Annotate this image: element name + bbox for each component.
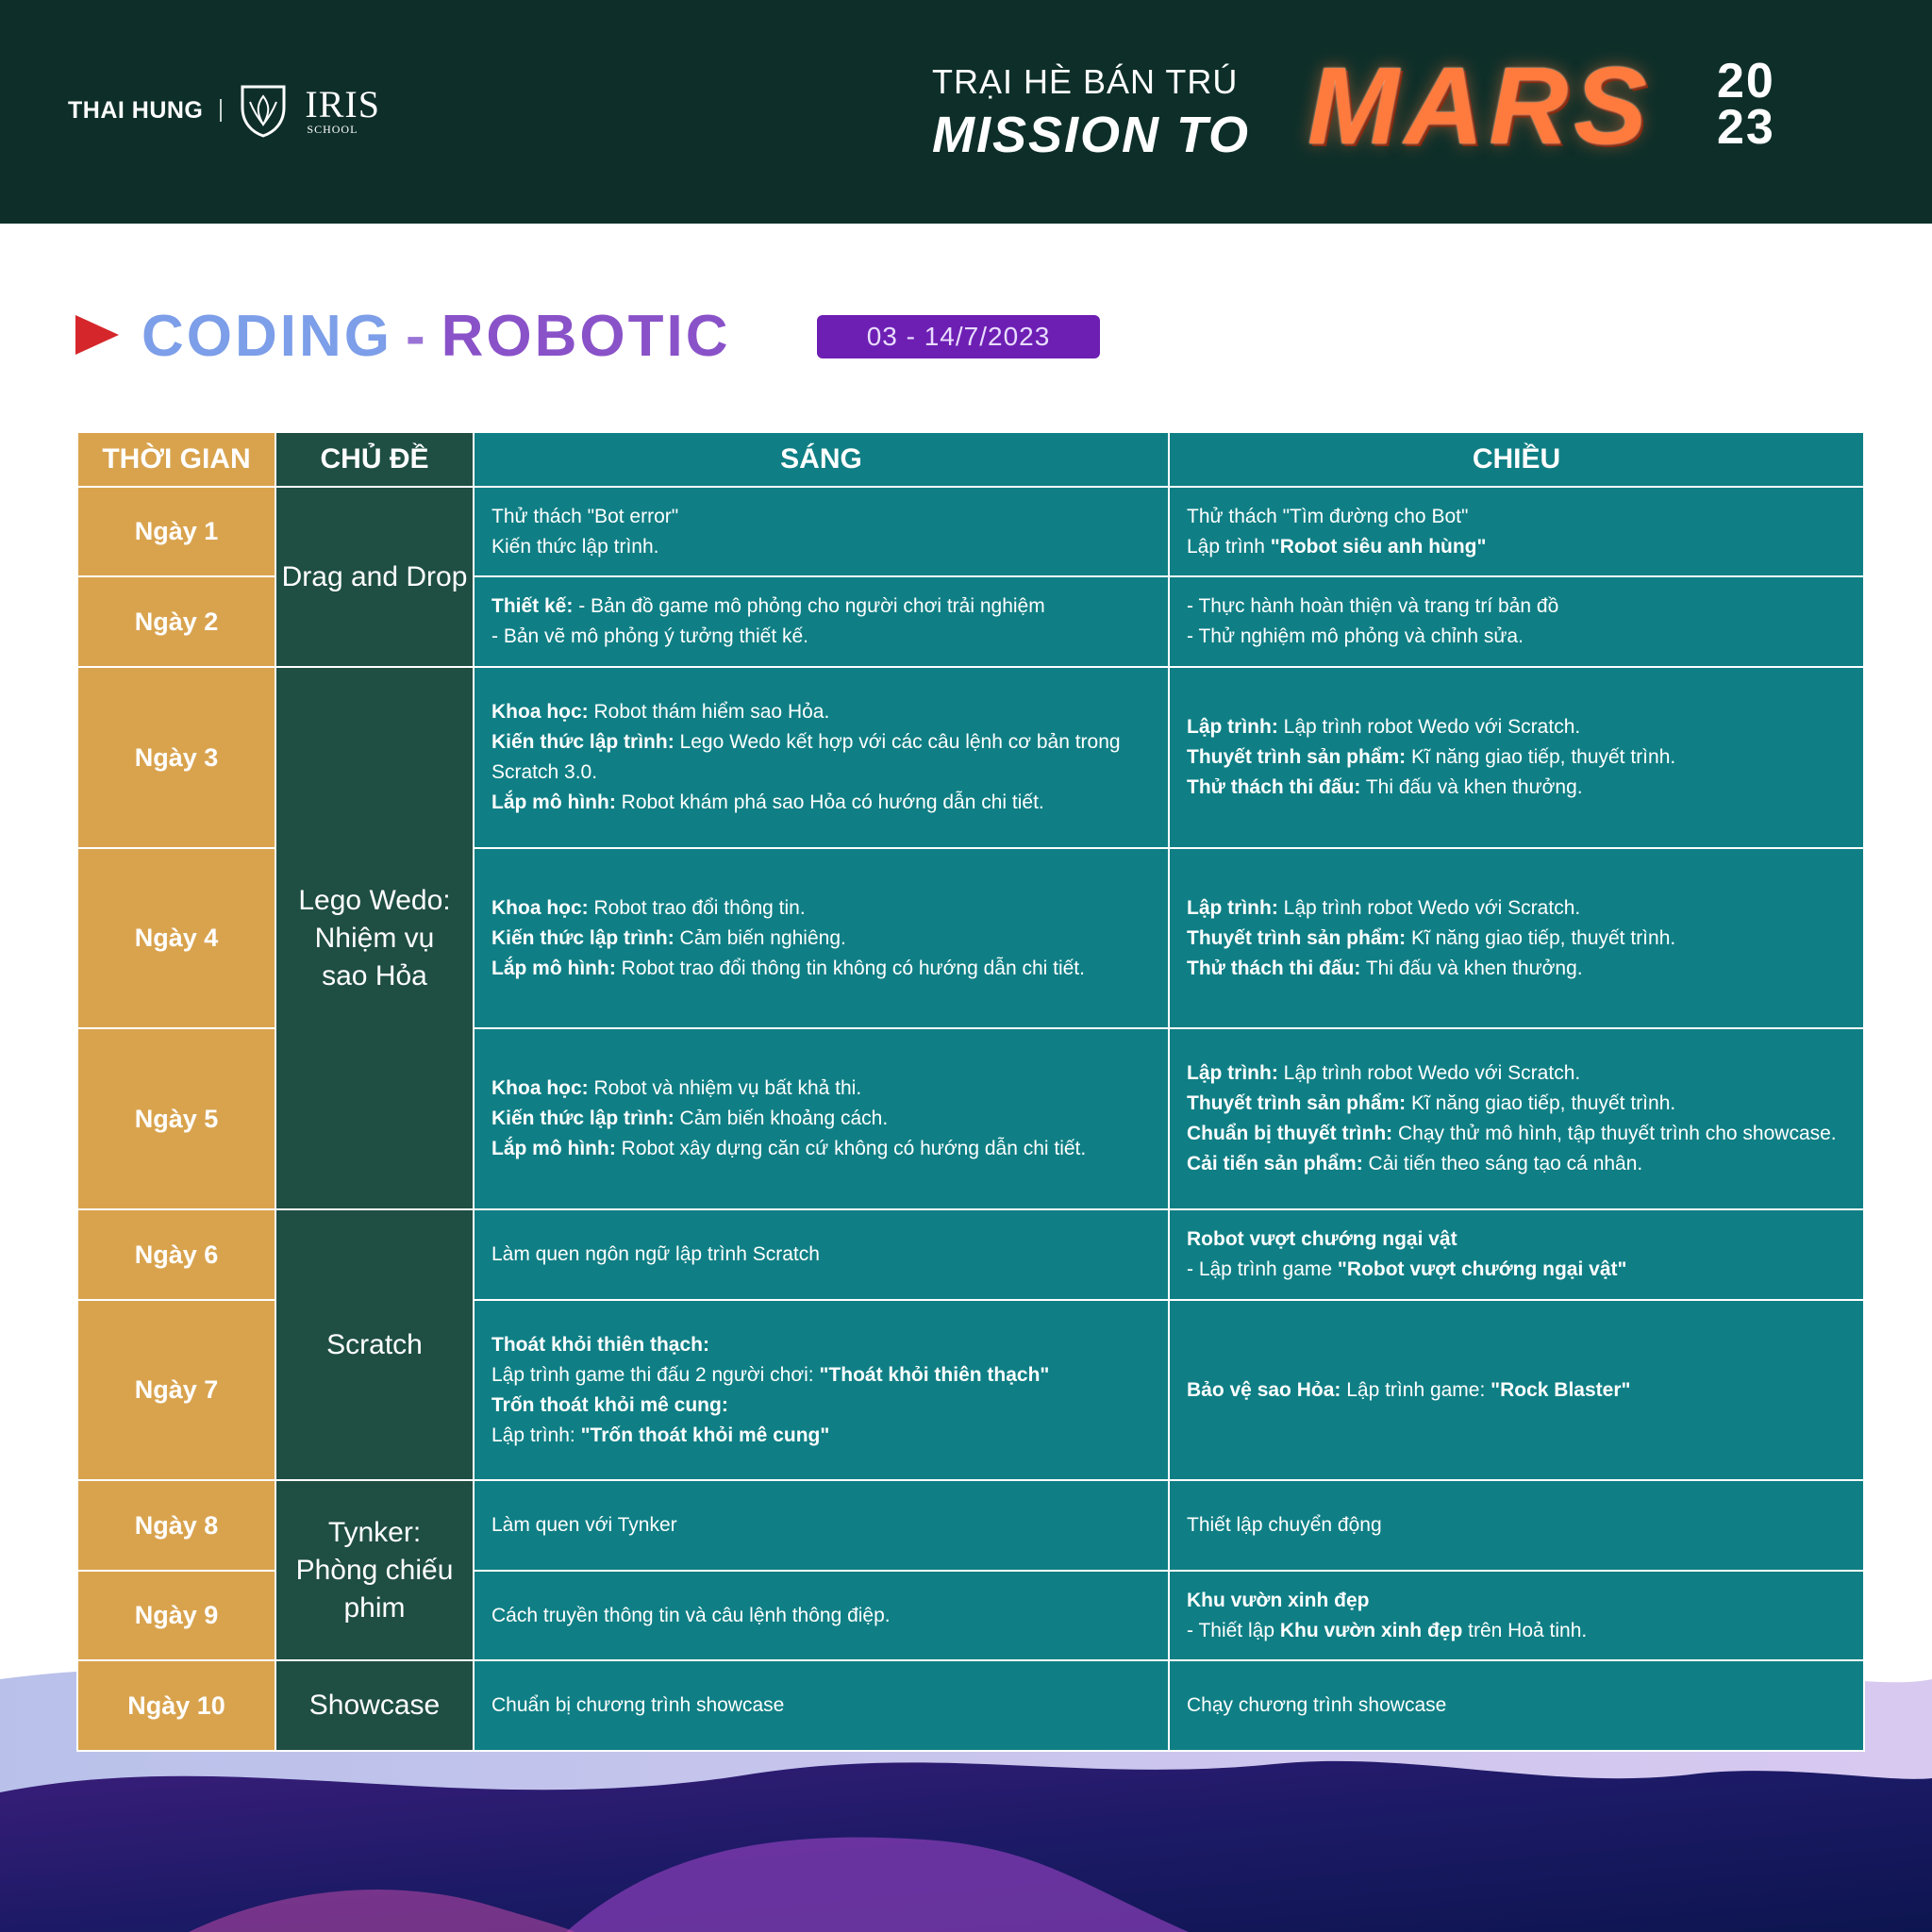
activity-bold: Bảo vệ sao Hỏa: bbox=[1187, 1378, 1341, 1401]
morning-cell bbox=[474, 1660, 1169, 1751]
activity-line bbox=[491, 727, 1155, 788]
activity-bold: Lập trình: bbox=[1187, 716, 1278, 738]
activity-text: - Bản đồ game mô phỏng cho người chơi trải nghiệm bbox=[573, 595, 1045, 617]
afternoon-cell bbox=[1169, 1028, 1864, 1209]
activity-line bbox=[491, 1104, 1155, 1134]
activity-line bbox=[1187, 532, 1850, 562]
title-robotic: ROBOTIC bbox=[441, 304, 731, 369]
activity-bold: "Rock Blaster" bbox=[1491, 1378, 1631, 1401]
activity-bold: Chuẩn bị thuyết trình: bbox=[1187, 1123, 1393, 1144]
day-cell: Ngày 8 bbox=[77, 1480, 275, 1571]
iris-logo-text bbox=[305, 83, 380, 136]
activity-line bbox=[1187, 742, 1850, 773]
activity-text: Robot thám hiểm sao Hỏa. bbox=[588, 701, 830, 723]
activity-text: Lập trình game: bbox=[1341, 1378, 1491, 1401]
day-cell: Ngày 4 bbox=[77, 848, 275, 1028]
iris-shield-icon bbox=[239, 83, 288, 138]
activity-bold: Thuyết trình sản phẩm: bbox=[1187, 746, 1407, 768]
activity-text: Robot và nhiệm vụ bất khả thi. bbox=[588, 1077, 862, 1099]
activity-line bbox=[1187, 1586, 1850, 1616]
date-badge: 03 - 14/7/2023 bbox=[817, 315, 1100, 358]
activity-text: Robot khám phá sao Hỏa có hướng dẫn chi tiết. bbox=[615, 791, 1044, 813]
activity-text: Cảm biến khoảng cách. bbox=[674, 1108, 889, 1129]
schedule-table bbox=[76, 431, 1865, 1752]
activity-text: Lập trình robot Wedo với Scratch. bbox=[1277, 896, 1581, 919]
activity-line bbox=[491, 1134, 1155, 1164]
activity-line bbox=[491, 1391, 1155, 1421]
activity-line bbox=[1187, 924, 1850, 954]
topic-cell: Showcase bbox=[275, 1660, 474, 1751]
activity-bold: "Robot vượt chướng ngại vật" bbox=[1337, 1258, 1627, 1280]
table-row bbox=[77, 487, 1864, 576]
activity-line bbox=[1187, 1224, 1850, 1255]
activity-text: Cảm biến nghiêng. bbox=[674, 926, 846, 949]
afternoon-cell bbox=[1169, 667, 1864, 848]
topic-lego: Lego Wedo: Nhiệm vụ sao Hỏa bbox=[298, 884, 451, 991]
activity-text: Lập trình game thi đấu 2 người chơi: bbox=[491, 1363, 820, 1386]
activity-line bbox=[491, 591, 1155, 622]
table-row bbox=[77, 1660, 1864, 1751]
activity-text: - Lập trình game bbox=[1187, 1258, 1338, 1280]
day-cell: Ngày 2 bbox=[77, 576, 275, 667]
afternoon-cell bbox=[1169, 1571, 1864, 1660]
activity-bold: Thoát khỏi thiên thạch: bbox=[491, 1333, 709, 1356]
activity-line: - Bản vẽ mô phỏng ý tưởng thiết kế. bbox=[491, 625, 809, 647]
morning-cell bbox=[474, 1480, 1169, 1571]
activity-text: Kĩ năng giao tiếp, thuyết trình. bbox=[1406, 926, 1676, 949]
activity-bold: Lắp mô hình: bbox=[491, 957, 616, 979]
table-row bbox=[77, 667, 1864, 848]
table-row bbox=[77, 1480, 1864, 1571]
activity-bold: Thuyết trình sản phẩm: bbox=[1187, 1092, 1407, 1114]
activity-line bbox=[491, 893, 1155, 924]
activity-bold: Kiến thức lập trình: bbox=[491, 926, 675, 949]
activity-line: Làm quen ngôn ngữ lập trình Scratch bbox=[491, 1243, 820, 1265]
activity-bold: Khoa học: bbox=[491, 1077, 589, 1099]
activity-text: Cải tiến theo sáng tạo cá nhân. bbox=[1362, 1153, 1643, 1174]
morning-cell bbox=[474, 1300, 1169, 1480]
camp-subtitle: TRẠI HÈ BÁN TRÚ bbox=[932, 62, 1239, 101]
header-banner bbox=[0, 0, 1932, 224]
activity-line: Chuẩn bị chương trình showcase bbox=[491, 1694, 785, 1716]
topic-cell bbox=[275, 1480, 474, 1660]
activity-bold: Lắp mô hình: bbox=[491, 1138, 616, 1159]
activity-line: Thử thách "Bot error" bbox=[491, 505, 679, 527]
header-morning: SÁNG bbox=[474, 432, 1169, 487]
activity-line: Thiết lập chuyển động bbox=[1187, 1514, 1382, 1536]
activity-line: Làm quen với Tynker bbox=[491, 1514, 677, 1536]
day-cell: Ngày 9 bbox=[77, 1571, 275, 1660]
table-header-row bbox=[77, 432, 1864, 487]
brand-iris-name: IRIS bbox=[305, 83, 380, 125]
activity-bold: Khu vườn xinh đẹp bbox=[1279, 1619, 1463, 1641]
activity-line: - Thử nghiệm mô phỏng và chỉnh sửa. bbox=[1187, 625, 1524, 647]
activity-text: Thi đấu và khen thưởng. bbox=[1360, 957, 1583, 979]
morning-cell bbox=[474, 667, 1169, 848]
year-bottom: 23 bbox=[1717, 100, 1775, 156]
header-time: THỜI GIAN bbox=[77, 432, 275, 487]
afternoon-cell bbox=[1169, 576, 1864, 667]
section-title bbox=[142, 304, 731, 370]
activity-line bbox=[1187, 1255, 1850, 1285]
afternoon-cell bbox=[1169, 1209, 1864, 1300]
activity-line bbox=[491, 1360, 1155, 1391]
morning-cell bbox=[474, 487, 1169, 576]
activity-text: Kĩ năng giao tiếp, thuyết trình. bbox=[1406, 1092, 1676, 1114]
table-row bbox=[77, 1209, 1864, 1300]
activity-bold: Khoa học: bbox=[491, 701, 589, 723]
activity-line bbox=[491, 1421, 1155, 1451]
activity-line bbox=[1187, 1058, 1850, 1089]
morning-cell bbox=[474, 1028, 1169, 1209]
activity-text: - Thiết lập bbox=[1187, 1619, 1280, 1641]
topic-tynker: Tynker: Phòng chiếu phim bbox=[295, 1516, 454, 1624]
school-brand bbox=[68, 83, 380, 138]
brand-divider bbox=[220, 99, 222, 122]
activity-bold: Lắp mô hình: bbox=[491, 791, 616, 813]
activity-line: Kiến thức lập trình. bbox=[491, 535, 659, 558]
activity-bold: Thử thách thi đấu: bbox=[1187, 776, 1361, 798]
activity-line: Thử thách "Tìm đường cho Bot" bbox=[1187, 505, 1469, 527]
camp-year bbox=[1717, 54, 1775, 156]
activity-bold: "Thoát khỏi thiên thạch" bbox=[819, 1363, 1050, 1386]
year-top: 20 bbox=[1717, 54, 1775, 108]
activity-text: Lego Wedo kết hợp với các câu lệnh cơ bản trong Scratch 3.0. bbox=[491, 731, 1121, 783]
activity-bold: Robot vượt chướng ngại vật bbox=[1187, 1228, 1457, 1250]
activity-text: Lập trình robot Wedo với Scratch. bbox=[1277, 716, 1581, 738]
topic-cell: Scratch bbox=[275, 1209, 474, 1480]
camp-mars-logo: MARS bbox=[1307, 44, 1653, 167]
activity-line bbox=[1187, 712, 1850, 742]
morning-cell bbox=[474, 848, 1169, 1028]
activity-text: Thi đấu và khen thưởng. bbox=[1360, 776, 1583, 798]
activity-text: Robot trao đổi thông tin không có hướng dẫn chi tiết. bbox=[615, 957, 1085, 979]
activity-text: Lập trình bbox=[1187, 535, 1271, 558]
camp-mission: MISSION TO bbox=[932, 107, 1251, 163]
afternoon-cell bbox=[1169, 1480, 1864, 1571]
activity-line bbox=[1187, 893, 1850, 924]
activity-line bbox=[1187, 1375, 1850, 1406]
activity-bold: Cải tiến sản phẩm: bbox=[1187, 1153, 1363, 1174]
day-cell: Ngày 5 bbox=[77, 1028, 275, 1209]
day-cell: Ngày 7 bbox=[77, 1300, 275, 1480]
activity-line bbox=[1187, 1149, 1850, 1179]
activity-line bbox=[1187, 954, 1850, 984]
activity-text: Robot trao đổi thông tin. bbox=[588, 896, 806, 919]
morning-cell bbox=[474, 576, 1169, 667]
activity-bold: Lập trình: bbox=[1187, 896, 1278, 919]
brand-thai-hung: THAI HUNG bbox=[68, 96, 204, 124]
activity-bold: "Trốn thoát khỏi mê cung" bbox=[580, 1424, 830, 1446]
activity-line bbox=[491, 788, 1155, 818]
day-cell: Ngày 6 bbox=[77, 1209, 275, 1300]
header-afternoon: CHIỀU bbox=[1169, 432, 1864, 487]
activity-text: Chạy thử mô hình, tập thuyết trình cho showcase. bbox=[1392, 1123, 1837, 1144]
brand-iris-school: SCHOOL bbox=[307, 123, 358, 136]
activity-line bbox=[491, 697, 1155, 727]
afternoon-cell bbox=[1169, 1300, 1864, 1480]
title-dash: - bbox=[406, 304, 428, 369]
title-coding: CODING bbox=[142, 304, 392, 369]
activity-bold: Kiến thức lập trình: bbox=[491, 731, 675, 753]
activity-text: Kĩ năng giao tiếp, thuyết trình. bbox=[1406, 746, 1676, 768]
activity-line: Chạy chương trình showcase bbox=[1187, 1694, 1447, 1716]
day-cell: Ngày 1 bbox=[77, 487, 275, 576]
morning-cell bbox=[474, 1571, 1169, 1660]
activity-line bbox=[491, 954, 1155, 984]
activity-line bbox=[491, 1074, 1155, 1104]
play-arrow-icon bbox=[75, 315, 119, 355]
activity-bold: Thuyết trình sản phẩm: bbox=[1187, 926, 1407, 949]
afternoon-cell bbox=[1169, 848, 1864, 1028]
activity-bold: Thiết kế: bbox=[491, 595, 574, 617]
header-topic: CHỦ ĐỀ bbox=[275, 432, 474, 487]
activity-bold: Kiến thức lập trình: bbox=[491, 1108, 675, 1129]
activity-bold: Khu vườn xinh đẹp bbox=[1187, 1589, 1370, 1611]
afternoon-cell bbox=[1169, 1660, 1864, 1751]
activity-text: trên Hoả tinh. bbox=[1462, 1619, 1588, 1641]
morning-cell bbox=[474, 1209, 1169, 1300]
topic-cell: Drag and Drop bbox=[275, 487, 474, 667]
activity-line bbox=[491, 924, 1155, 954]
activity-bold: Trốn thoát khỏi mê cung: bbox=[491, 1393, 728, 1416]
activity-line: Cách truyền thông tin và câu lệnh thông điệp. bbox=[491, 1604, 891, 1626]
activity-line bbox=[491, 1330, 1155, 1360]
activity-line bbox=[1187, 773, 1850, 803]
activity-bold: Lập trình: bbox=[1187, 1062, 1278, 1084]
activity-text: Lập trình robot Wedo với Scratch. bbox=[1277, 1062, 1581, 1084]
activity-text: Lập trình: bbox=[491, 1424, 581, 1446]
activity-line: - Thực hành hoàn thiện và trang trí bản đồ bbox=[1187, 595, 1559, 617]
day-cell: Ngày 10 bbox=[77, 1660, 275, 1751]
topic-cell bbox=[275, 667, 474, 1209]
activity-line bbox=[1187, 1616, 1850, 1646]
afternoon-cell bbox=[1169, 487, 1864, 576]
activity-line bbox=[1187, 1119, 1850, 1149]
activity-bold: "Robot siêu anh hùng" bbox=[1270, 535, 1487, 558]
activity-line bbox=[1187, 1089, 1850, 1119]
activity-bold: Thử thách thi đấu: bbox=[1187, 957, 1361, 979]
activity-bold: Khoa học: bbox=[491, 896, 589, 919]
activity-text: Robot xây dựng căn cứ không có hướng dẫn chi tiết. bbox=[615, 1138, 1087, 1159]
day-cell: Ngày 3 bbox=[77, 667, 275, 848]
